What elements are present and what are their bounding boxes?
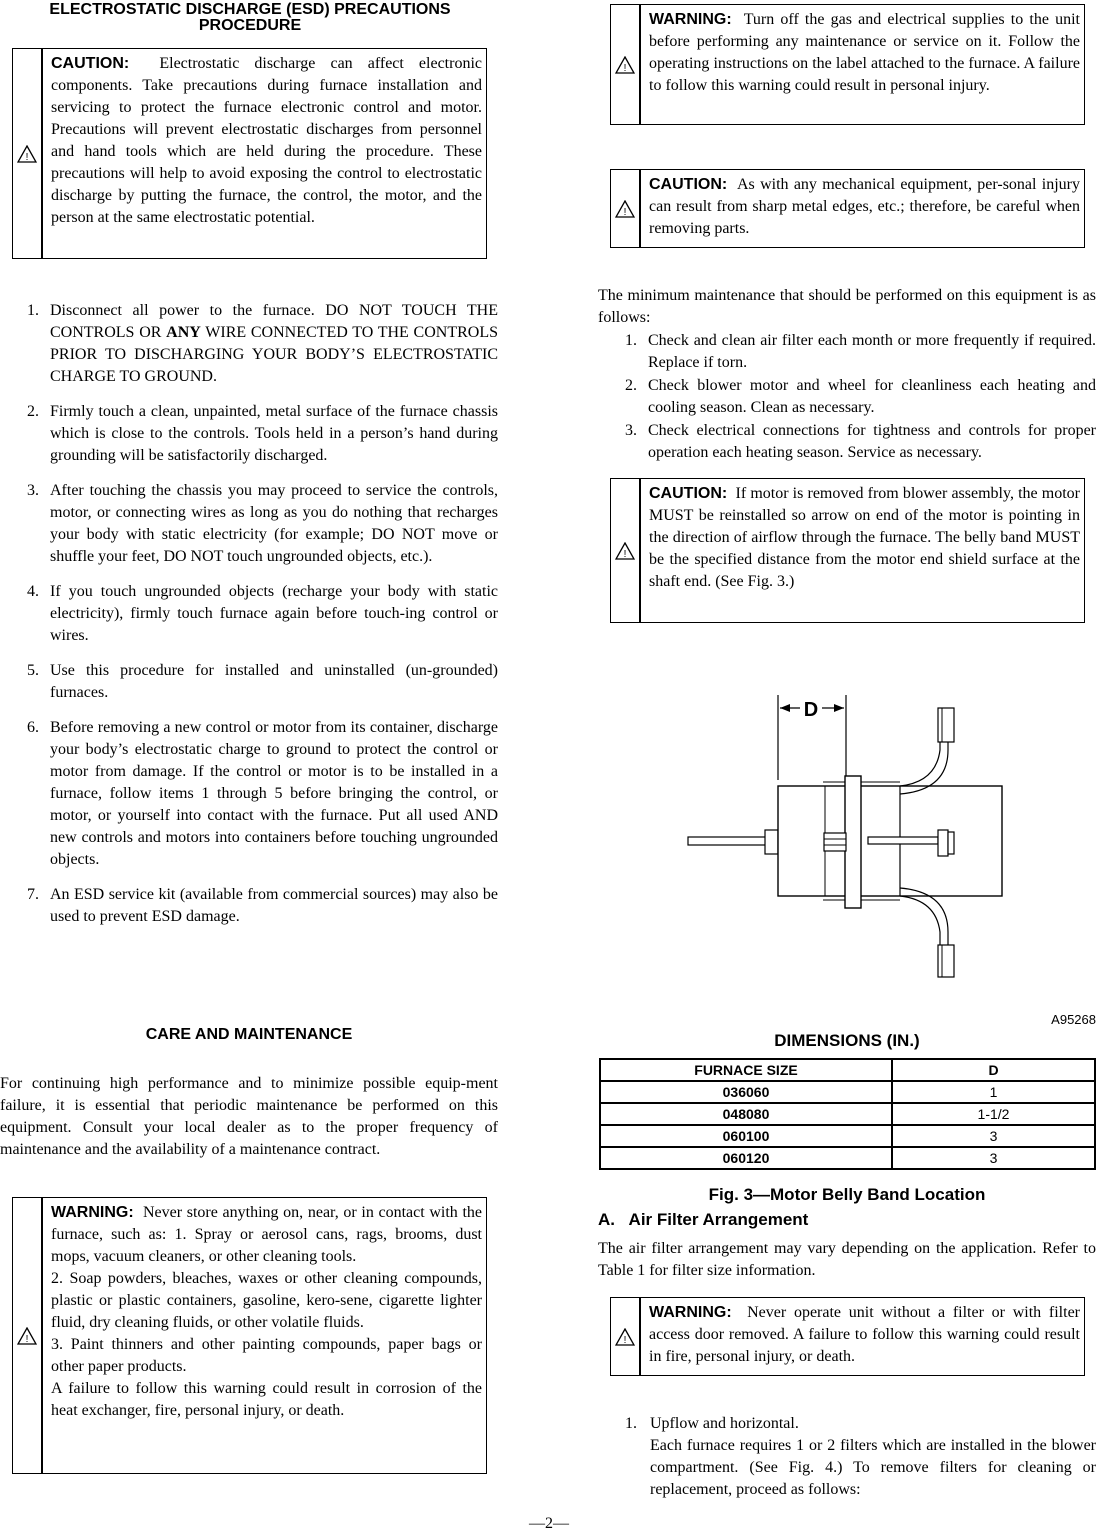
list-item: 5. Use this procedure for installed and uninstalled (un-grounded) furnaces. bbox=[27, 662, 498, 701]
upflow-item bbox=[598, 1413, 1096, 1501]
bolt-head bbox=[938, 830, 948, 856]
store-warning-text-3: 3. Paint thinners and other painting compounds, paper bags or other paper products. bbox=[51, 1336, 482, 1375]
table-row: 036060 1 bbox=[600, 1081, 1095, 1103]
list-item: 2. Firmly touch a clean, unpainted, metal surface of the furnace chassis which is close to the controls. Tools held in a person’s hand during grounding will be satisfactorily discharged. bbox=[27, 403, 498, 464]
mech-caution-box bbox=[610, 169, 1085, 248]
svg-text:!: ! bbox=[623, 1334, 627, 1346]
dimensions-title: DIMENSIONS (IN.) bbox=[774, 1031, 920, 1050]
motor-shaft bbox=[688, 837, 766, 845]
store-warning-text-4: A failure to follow this warning could result in corrosion of the heat exchanger, fire, personal injury, or death. bbox=[51, 1380, 482, 1419]
filter-paragraph: The air filter arrangement may vary depending on the application. Refer to Table 1 for filter size information. bbox=[598, 1240, 1096, 1279]
list-item: 6. Before removing a new control or motor from its container, discharge your body’s electrostatic charge to ground to protect the control or motor from damage. If the control or motor is to be installed in a furnace, follow items 1 through 5 before bringing the control, or motor, or yourself into contact with the furnace. Put all used AND new controls and motors into containers before touching ungrounded objects. bbox=[27, 719, 498, 868]
band-bolt bbox=[868, 837, 938, 844]
motor-caution-text: If motor is removed from blower assembly, the motor MUST be reinstalled so arrow on end of the motor is pointing in the direction of airflow through the furnace. The belly band MUST be the specified distance from the motor end shield surface at the shaft end. (See Fig. 3.) bbox=[649, 485, 1081, 590]
svg-text:!: ! bbox=[623, 206, 627, 218]
esd-caution-box bbox=[12, 48, 487, 259]
esd-title bbox=[0, 2, 500, 34]
table-row: 060120 3 bbox=[600, 1147, 1095, 1169]
warning-label: WARNING: bbox=[649, 11, 732, 28]
store-warning-text-2: 2. Soap powders, bleaches, waxes or other cleaning compounds, plastic or plastic containers, gasoline, kero-sene, cigarette lighter fluid, dry cleaning fluids, or other volatile fluids. bbox=[51, 1270, 482, 1331]
warning-triangle-icon bbox=[611, 479, 641, 622]
caution-label: CAUTION: bbox=[649, 176, 728, 193]
warning-triangle-icon bbox=[611, 1298, 641, 1375]
svg-text:!: ! bbox=[25, 151, 29, 163]
mount-arm-top bbox=[900, 715, 940, 786]
filter-warning-text: Never operate unit without a filter or with filter access door removed. A failure to follow this warning could result in fire, personal injury, or death. bbox=[649, 1304, 1080, 1365]
caution-label: CAUTION: bbox=[649, 485, 728, 502]
table-row: 048080 1-1/2 bbox=[600, 1103, 1095, 1125]
caution-label: CAUTION: bbox=[51, 55, 130, 72]
esd-steps-list bbox=[0, 300, 498, 941]
list-item: 3. Check electrical connections for tightness and controls for proper operation each heating season. Service as necessary. bbox=[625, 422, 1096, 461]
gas-warning-text: Turn off the gas and electrical supplies to the unit before performing any maintenance or service on it. Follow the operating instructions on the label attached to the furnace. A failure to follow this warning could result in personal injury. bbox=[649, 11, 1081, 94]
mech-caution-text: As with any mechanical equipment, per-sonal injury can result from sharp metal edges, etc.; therefore, be careful when removing parts. bbox=[649, 176, 1080, 237]
warning-triangle-icon bbox=[13, 49, 43, 258]
svg-text:!: ! bbox=[623, 548, 627, 560]
figure-code: A95268 bbox=[1051, 1012, 1096, 1027]
list-item: 1. Disconnect all power to the furnace. DO NOT TOUCH THE CONTROLS OR ANY WIRE CONNECTED TO THE CONTROLS PRIOR TO DISCHARGING YOUR BODY’S ELECTROSTATIC CHARGE TO GROUND. bbox=[27, 302, 498, 385]
table-row: 060100 3 bbox=[600, 1125, 1095, 1147]
esd-title-line2: PROCEDURE bbox=[198, 17, 302, 34]
list-item: 1. Check and clean air filter each month or more frequently if required. Replace if torn. bbox=[625, 332, 1096, 371]
care-paragraph: For continuing high performance and to minimize possible equip-ment failure, it is essential that periodic maintenance be performed on this equipment. Consult your local dealer as to the proper frequency of maintenance and the availability of a maintenance contract. bbox=[0, 1075, 498, 1158]
list-item: 3. After touching the chassis you may proceed to service the controls, motor, or connecting wires as long as you do nothing that recharges your body with static electricity (for example; DO NOT move or shuffle your feet, DO NOT touch ungrounded objects, etc.). bbox=[27, 482, 498, 565]
gas-warning-box bbox=[610, 4, 1085, 125]
store-warning-text-1: Never store anything on, near, or in contact with the furnace, such as: 1. Spray or aerosol cans, rags, brooms, dust mops, vacuum cleaners, or other cleaning tools. bbox=[51, 1204, 483, 1265]
care-title: CARE AND MAINTENANCE bbox=[145, 1026, 353, 1043]
dimensions-table bbox=[599, 1058, 1096, 1170]
warning-label: WARNING: bbox=[649, 1304, 732, 1321]
list-item: 4. If you touch ungrounded objects (recharge your body with static electricity), firmly touch furnace again before touch-ing control or wires. bbox=[27, 583, 498, 644]
motor-belly-band-figure bbox=[678, 690, 1078, 990]
section-heading-air-filter: A. Air Filter Arrangement bbox=[598, 1210, 809, 1229]
esd-caution-text: Electrostatic discharge can affect electronic components. Take precautions during furnace installation and servicing to protect the furnace electronic control and motor. Precautions will prevent electrostatic discharges from personnel and hand tools which are held during the procedure. These precautions will help to avoid exposing the control to electrostatic discharge by putting the furnace, the control, the motor, and the person at the same electrostatic potential. bbox=[51, 55, 482, 226]
min-maintenance-paragraph: The minimum maintenance that should be performed on this equipment is as follows: bbox=[598, 287, 1096, 326]
upflow-title: Upflow and horizontal. bbox=[650, 1415, 799, 1432]
min-steps-list bbox=[598, 330, 1096, 465]
warning-triangle-icon bbox=[13, 1198, 43, 1473]
page-number: —2— bbox=[529, 1515, 569, 1532]
motor-caution-box bbox=[610, 478, 1085, 623]
store-warning-box bbox=[12, 1197, 487, 1474]
upflow-number: 1. bbox=[625, 1415, 637, 1432]
warning-triangle-icon bbox=[611, 5, 641, 124]
header-d: D bbox=[892, 1059, 1095, 1081]
warning-triangle-icon bbox=[611, 170, 641, 247]
belly-band bbox=[845, 776, 861, 908]
figure-caption: Fig. 3—Motor Belly Band Location bbox=[708, 1185, 986, 1204]
svg-text:!: ! bbox=[623, 62, 627, 74]
header-furnace-size: FURNACE SIZE bbox=[600, 1059, 892, 1081]
list-item: 7. An ESD service kit (available from commercial sources) may also be used to prevent ESD damage. bbox=[27, 886, 498, 925]
upflow-text: Each furnace requires 1 or 2 filters which are installed in the blower compartment. (See Fig. 4.) To remove filters for cleaning or replacement, proceed as follows: bbox=[650, 1437, 1096, 1498]
mount-arm-bottom bbox=[900, 896, 940, 965]
filter-warning-box bbox=[610, 1297, 1085, 1376]
svg-text:!: ! bbox=[25, 1333, 29, 1345]
list-item: 2. Check blower motor and wheel for cleanliness each heating and cooling season. Clean as necessary. bbox=[625, 377, 1096, 416]
esd-title-line1: ELECTROSTATIC DISCHARGE (ESD) PRECAUTIONS bbox=[49, 1, 451, 18]
dimension-d-label: D bbox=[803, 699, 819, 721]
warning-label: WARNING: bbox=[51, 1204, 134, 1221]
table-header-row bbox=[600, 1059, 1095, 1081]
shaft-hub bbox=[765, 830, 778, 854]
